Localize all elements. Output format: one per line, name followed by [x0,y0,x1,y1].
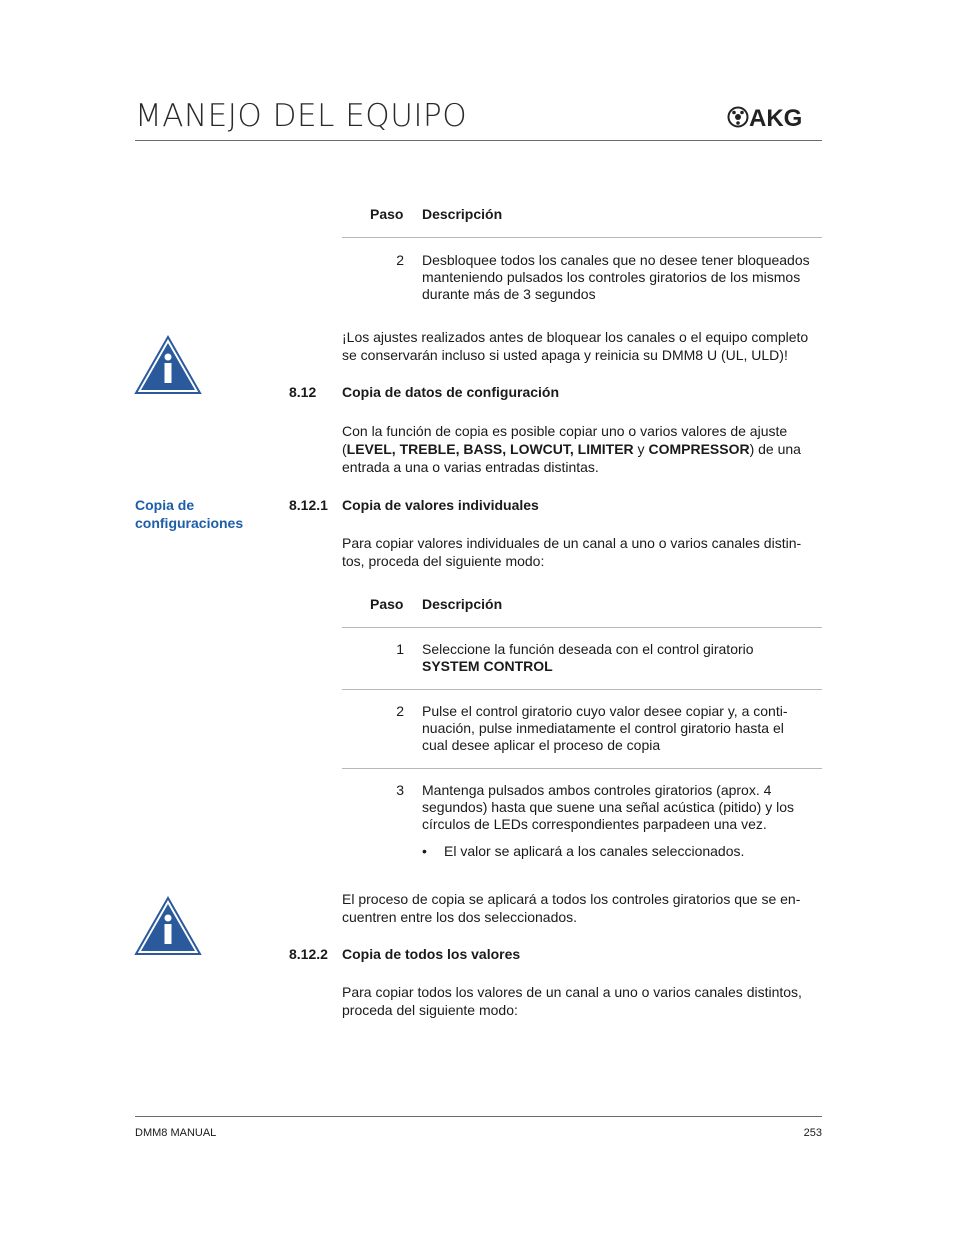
info-icon [134,896,202,956]
section-title: Copia de datos de configuración [342,384,560,400]
table2-step-2: 2 [396,703,404,719]
header-rule [135,140,822,141]
table1-col-step: Paso [370,206,404,222]
akg-logo-icon [727,104,823,130]
table2-col-desc: Descripción [422,596,503,612]
table2-row2-desc: Pulse el control giratorio cuyo valor desee copiar y, a conti- nuación, pulse inmediatamente el control giratorio hasta el cual desee aplicar el proceso de copia [422,703,788,753]
footer-rule [135,1116,822,1117]
bullet-icon: • [422,843,427,859]
table2-step-1: 1 [396,641,404,657]
section-title: Copia de valores individuales [342,497,539,513]
sidebar-label: Copia de configuraciones [135,497,244,531]
table1-header-rule [342,237,822,238]
table1-col-desc: Descripción [422,206,503,222]
table2-row-rule [342,768,822,769]
table2-row3-desc: Mantenga pulsados ambos controles giratorios (aprox. 4 segundos) hasta que suene una señal acústica (pitido) y los círculos de LEDs correspondientes parpadeen una vez. [422,782,795,832]
footer-manual: DMM8 MANUAL [135,1127,217,1139]
section-number: 8.12.2 [289,946,328,962]
section-number: 8.12 [289,384,317,400]
page-number: 253 [803,1127,822,1139]
brand-text: AKG [749,105,803,130]
section-title: Copia de todos los valores [342,946,521,962]
section-body: Con la función de copia es posible copiar uno o varios valores de ajuste (LEVEL, TREBLE, BASS, LOWCUT, LIMITER y COMPRESSOR) de una entrada a una o varias entradas distintas. [342,423,801,475]
table2-step-3: 3 [396,782,404,798]
table2-row-rule [342,689,822,690]
table2-col-step: Paso [370,596,404,612]
page-title: MANEJO DEL EQUIPO [135,98,468,134]
table1-row-desc: Desbloquee todos los canales que no desee tener bloqueados manteniendo pulsados los controles giratorios de los mismos durante más de 3 segundos [422,252,810,302]
bullet-text: El valor se aplicará a los canales seleccionados. [444,843,745,859]
info-icon [134,335,202,395]
note-text-1: ¡Los ajustes realizados antes de bloquear los canales o el equipo completo se conservarán incluso si usted apaga y reinicia su DMM8 U (UL, ULD)! [342,329,809,363]
section-body: Para copiar todos los valores de un canal a uno o varios canales distintos, proceda del siguiente modo: [342,984,802,1018]
table2-row1-desc: Seleccione la función deseada con el control giratorio SYSTEM CONTROL [422,641,754,674]
table2-header-rule [342,627,822,628]
note-text-2: El proceso de copia se aplicará a todos los controles giratorios que se en- cuentren entre los dos seleccionados. [342,891,801,925]
section-body: Para copiar valores individuales de un canal a uno o varios canales distin- tos, proceda del siguiente modo: [342,535,802,569]
table1-step-2: 2 [396,252,404,268]
section-number: 8.12.1 [289,497,328,513]
